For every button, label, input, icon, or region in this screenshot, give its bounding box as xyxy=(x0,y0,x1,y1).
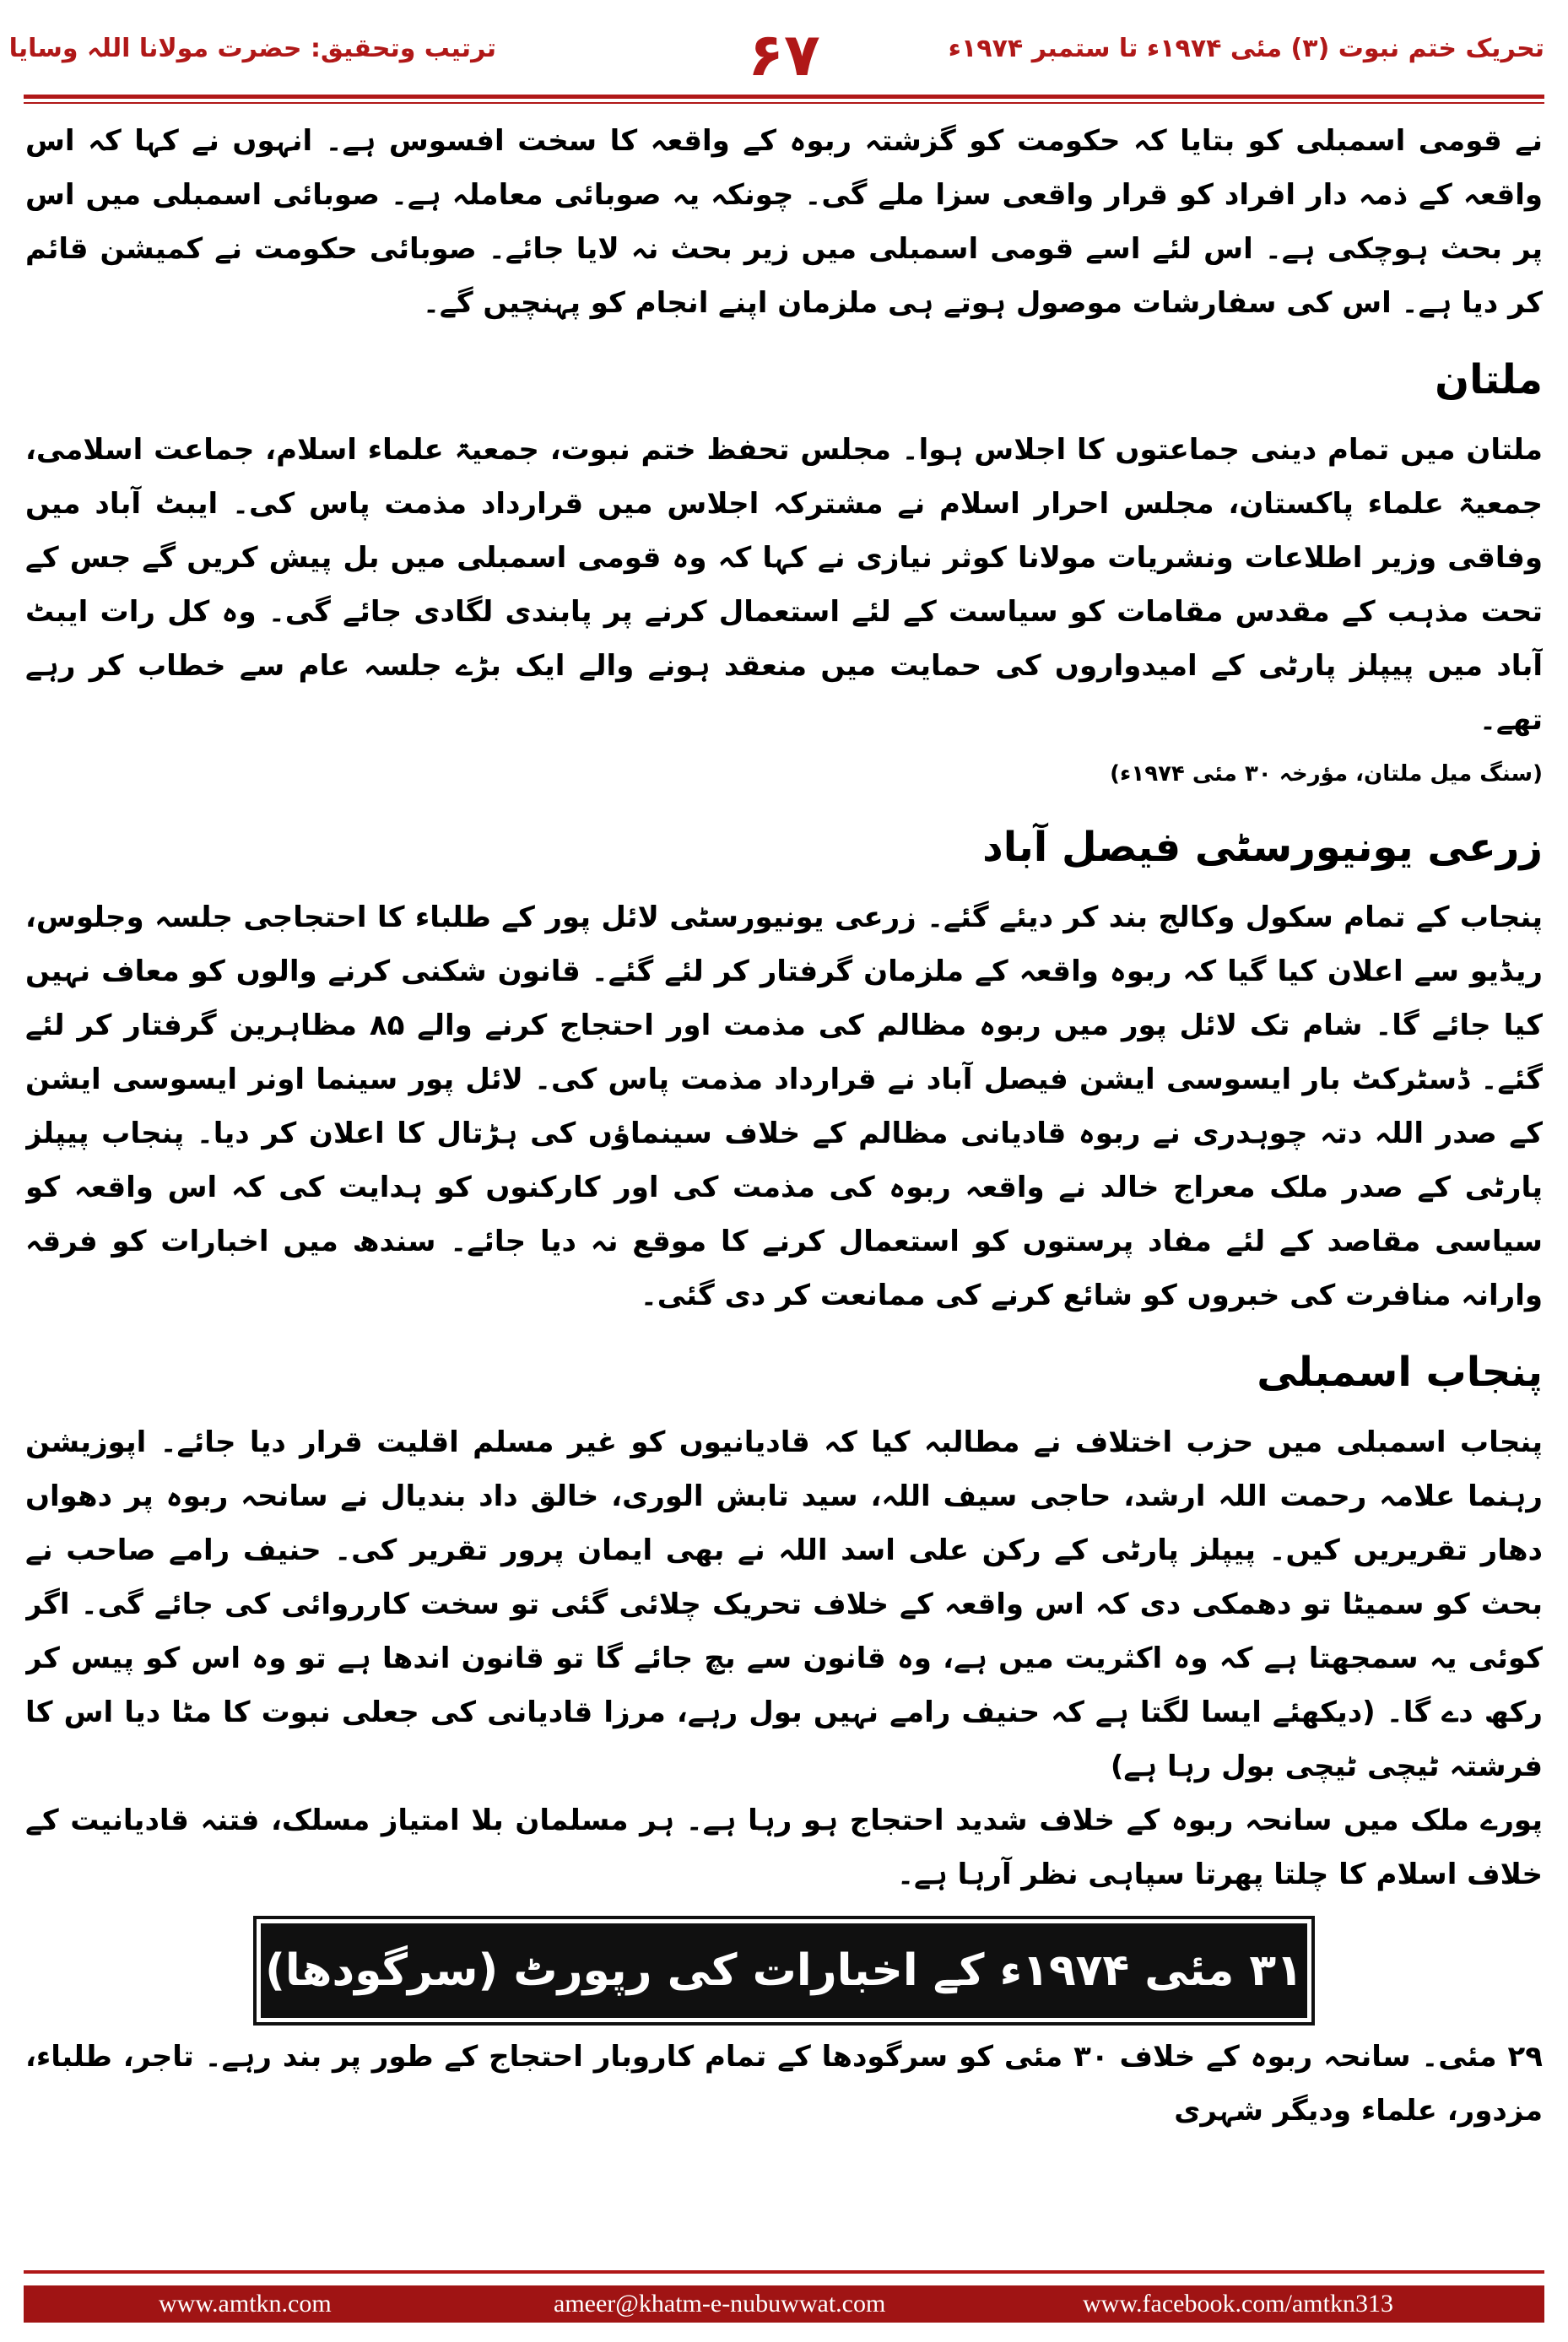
compiler-credit: ترتیب وتحقیق: حضرت مولانا اللہ وسایا xyxy=(8,34,496,63)
body-paragraph: پورے ملک میں سانحہ ربوہ کے خلاف شدید احتجاج ہو رہا ہے۔ ہر مسلمان بلا امتیاز مسلک، فتنہ قادیانیت کے خلاف اسلام کا چلتا پھرتا سپاہی نظر آرہا ہے۔ xyxy=(25,1804,1543,1891)
closing-paragraph: ۲۹ مئی۔ سانحہ ربوہ کے خلاف ۳۰ مئی کو سرگودھا کے تمام کاروبار احتجاج کے طور پر بند رہے۔ تاجر، طلباء، مزدور، علماء ودیگر شہری xyxy=(25,2040,1543,2128)
section-heading-multan: ملتان xyxy=(1435,356,1543,403)
header-rule-thin xyxy=(24,102,1544,104)
source-citation: (سنگ میل ملتان، مؤرخہ ۳۰ مئی ۱۹۷۴ء) xyxy=(1110,761,1543,787)
section-heading-punjab-assembly: پنجاب اسمبلی xyxy=(1257,1349,1543,1396)
series-title: تحریک ختم نبوت (۳) مئی ۱۹۷۴ء تا ستمبر ۱۹۷۴ء xyxy=(948,34,1544,63)
report-banner: ۳۱ مئی ۱۹۷۴ء کے اخبارات کی رپورٹ (سرگودھا) xyxy=(261,1923,1307,2018)
section-heading-agri-university: زرعی یونیورسٹی فیصل آباد xyxy=(982,824,1543,871)
facebook-link[interactable]: www.facebook.com/amtkn313 xyxy=(1083,2290,1393,2318)
website-link[interactable]: www.amtkn.com xyxy=(159,2290,332,2318)
body-paragraph: نے قومی اسمبلی کو بتایا کہ حکومت کو گزشتہ ربوہ کے واقعہ کا سخت افسوس ہے۔ انہوں نے کہا کہ اس واقعہ کے ذمہ دار افراد کو قرار واقعی سزا ملے گی۔ چونکہ یہ صوبائی معاملہ ہے۔ صوبائی اسمبلی میں اس پر بحث ہوچکی ہے۔ اس لئے اسے قومی اسمبلی میں زیر بحث نہ لایا جائے۔ صوبائی حکومت نے کمیشن قائم کر دیا ہے۔ اس کی سفارشات موصول ہوتے ہی ملزمان اپنے انجام کو پہنچیں گے۔ xyxy=(25,124,1543,320)
page-header xyxy=(0,0,1568,110)
page-body xyxy=(25,114,1543,2253)
page-number: ۶۷ xyxy=(748,20,820,89)
body-paragraph: پنجاب اسمبلی میں حزب اختلاف نے مطالبہ کیا کہ قادیانیوں کو غیر مسلم اقلیت قرار دیا جائے۔ اپوزیشن رہنما علامہ رحمت اللہ ارشد، حاجی سیف اللہ، سید تابش الوری، خالق داد بندیال نے سانحہ ربوہ پر دھواں دھار تقریریں کیں۔ پیپلز پارٹی کے رکن علی اسد اللہ نے بھی ایمان پرور تقریر کی۔ حنیف رامے صاحب نے بحث کو سمیٹا تو دھمکی دی کہ اس واقعہ کے خلاف تحریک چلائی گئی تو سخت کارروائی کی جائے گی۔ اگر کوئی یہ سمجھتا ہے کہ وہ اکثریت میں ہے، وہ قانون سے بچ جائے گا تو قانون اندھا ہے تو وہ اس کو پیس کر رکھ دے گا۔ (دیکھئے ایسا لگتا ہے کہ حنیف رامے نہیں بول رہے، مرزا قادیانی کی جعلی نبوت کا مٹا دیا اس کا فرشتہ ٹیچی ٹیچی بول رہا ہے) xyxy=(25,1425,1543,1783)
body-paragraph: ملتان میں تمام دینی جماعتوں کا اجلاس ہوا۔ مجلس تحفظ ختم نبوت، جمعیۃ علماء اسلام، جماعت اسلامی، جمعیۃ علماء پاکستان، مجلس احرار اسلام نے مشترکہ اجلاس میں قرارداد مذمت پاس کی۔ ایبٹ آباد میں وفاقی وزیر اطلاعات ونشریات مولانا کوثر نیازی نے کہا کہ وہ قومی اسمبلی میں بل پیش کریں گے جس کے تحت مذہب کے مقدس مقامات کو سیاست کے لئے استعمال کرنے پر پابندی لگادی جائے گی۔ وہ کل رات ایبٹ آباد میں پیپلز پارٹی کے امیدواروں کی حمایت میں منعقد ہونے والے ایک بڑے جلسہ عام سے خطاب کر رہے تھے۔ xyxy=(25,433,1543,737)
body-paragraph: پنجاب کے تمام سکول وکالج بند کر دیئے گئے۔ زرعی یونیورسٹی لائل پور کے طلباء کا احتجاجی جلسہ وجلوس، ریڈیو سے اعلان کیا گیا کہ ربوہ واقعہ کے ملزمان گرفتار کر لئے گئے۔ قانون شکنی کرنے والوں کو معاف نہیں کیا جائے گا۔ شام تک لائل پور میں ربوہ مظالم کی مذمت اور احتجاج کرنے والے ۸۵ مظاہرین گرفتار کر لئے گئے۔ ڈسٹرکٹ بار ایسوسی ایشن فیصل آباد نے قرارداد مذمت پاس کی۔ لائل پور سینما اونر ایسوسی ایشن کے صدر اللہ دتہ چوہدری نے ربوہ قادیانی مظالم کے خلاف سینماؤں کی ہڑتال کا اعلان کر دیا۔ پنجاب پیپلز پارٹی کے صدر ملک معراج خالد نے واقعہ ربوہ کی مذمت کی اور کارکنوں کو ہدایت کی کہ اس واقعہ کو سیاسی مقاصد کے لئے مفاد پرستوں کو استعمال کرنے کا موقع نہ دیا جائے۔ سندھ میں اخبارات کو فرقہ وارانہ منافرت کی خبروں کو شائع کرنے کی ممانعت کر دی گئی۔ xyxy=(25,901,1543,1312)
header-rule xyxy=(24,95,1544,99)
email-link[interactable]: ameer@khatm-e-nubuwwat.com xyxy=(554,2290,886,2318)
page-footer xyxy=(24,2285,1544,2323)
footer-rule xyxy=(24,2270,1544,2274)
